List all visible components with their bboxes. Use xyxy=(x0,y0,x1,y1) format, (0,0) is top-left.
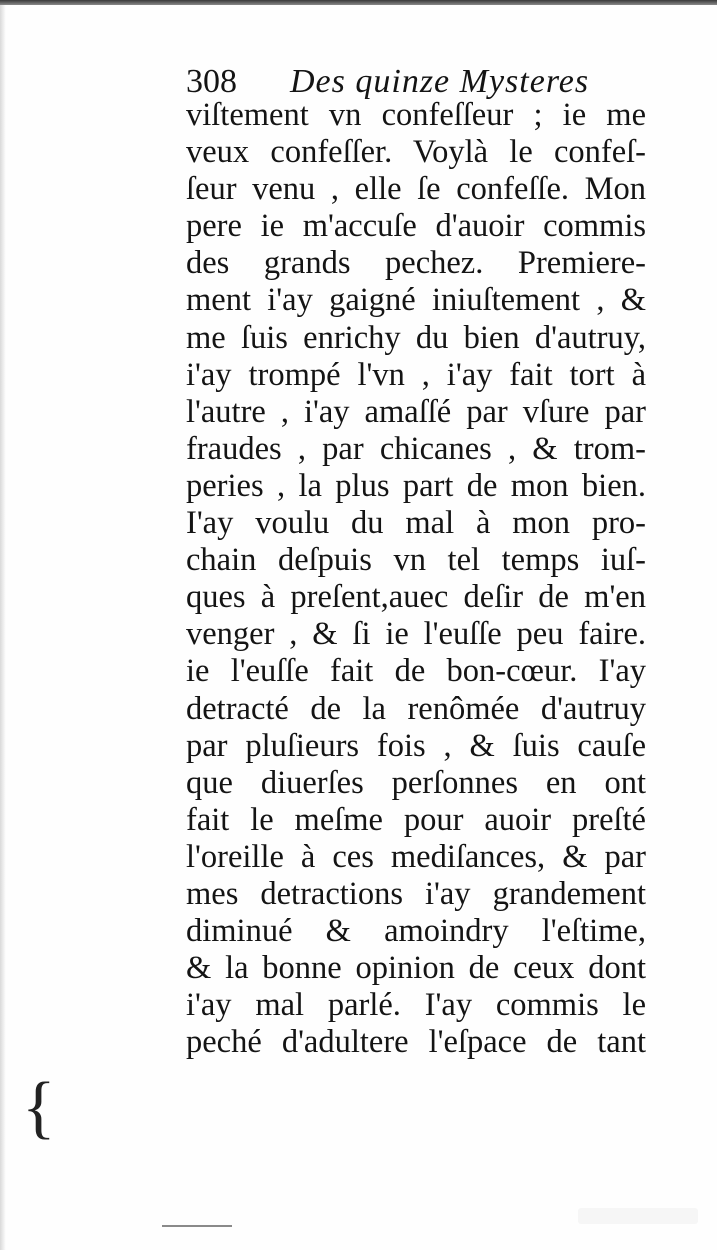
text-line: me ſuis enrichy du bien d'autruy, xyxy=(186,319,646,356)
page-number: 308 xyxy=(186,63,237,100)
text-line: i'ay mal parlé. I'ay commis le xyxy=(186,987,646,1024)
margin-bracket-mark: { xyxy=(22,1069,56,1146)
text-line: pere ie m'accuſe d'auoir commis xyxy=(186,208,646,245)
text-line: l'autre , i'ay amaſſé par vſure par xyxy=(186,393,646,430)
page-header xyxy=(186,62,646,102)
text-line: & la bonne opinion de ceux dont xyxy=(186,950,646,987)
body-text xyxy=(186,97,646,1061)
text-line: viſtement vn confeſſeur ; ie me xyxy=(186,97,646,133)
text-line: ie l'euſſe fait de bon-cœur. I'ay xyxy=(186,653,646,690)
text-line: diminué & amoindry l'eſtime, xyxy=(186,913,646,950)
text-line: que diuerſes perſonnes en ont xyxy=(186,764,646,801)
top-edge-rule xyxy=(0,0,717,5)
text-line: veux confeſſer. Voylà le confeſ- xyxy=(186,134,646,171)
text-line: peché d'adultere l'eſpace de tant xyxy=(186,1024,646,1061)
text-line: chain deſpuis vn tel temps iuſ- xyxy=(186,542,646,579)
text-line: ſeur venu , elle ſe confeſſe. Mon xyxy=(186,171,646,208)
text-line: detracté de la renômée d'autruy xyxy=(186,690,646,727)
text-line: des grands pechez. Premiere- xyxy=(186,245,646,282)
text-line: I'ay voulu du mal à mon pro- xyxy=(186,505,646,542)
text-line: peries , la plus part de mon bien. xyxy=(186,467,646,504)
text-line: fait le meſme pour auoir preſté xyxy=(186,801,646,838)
text-line: par pluſieurs fois , & ſuis cauſe xyxy=(186,727,646,764)
text-line: ment i'ay gaigné iniuſtement , & xyxy=(186,282,646,319)
text-line: l'oreille à ces mediſances, & par xyxy=(186,838,646,875)
text-line: fraudes , par chicanes , & trom- xyxy=(186,430,646,467)
text-line: venger , & ſi ie l'euſſe peu faire. xyxy=(186,616,646,653)
page-gutter-edge xyxy=(0,5,6,1250)
running-head: Des quinze Mysteres xyxy=(290,63,590,100)
text-line: ques à preſent,auec deſir de m'en xyxy=(186,579,646,616)
text-line: i'ay trompé l'vn , i'ay fait tort à xyxy=(186,356,646,393)
text-line: mes detractions i'ay grandement xyxy=(186,875,646,912)
bottom-ink-rule xyxy=(162,1225,232,1227)
scan-watermark xyxy=(578,1208,698,1224)
